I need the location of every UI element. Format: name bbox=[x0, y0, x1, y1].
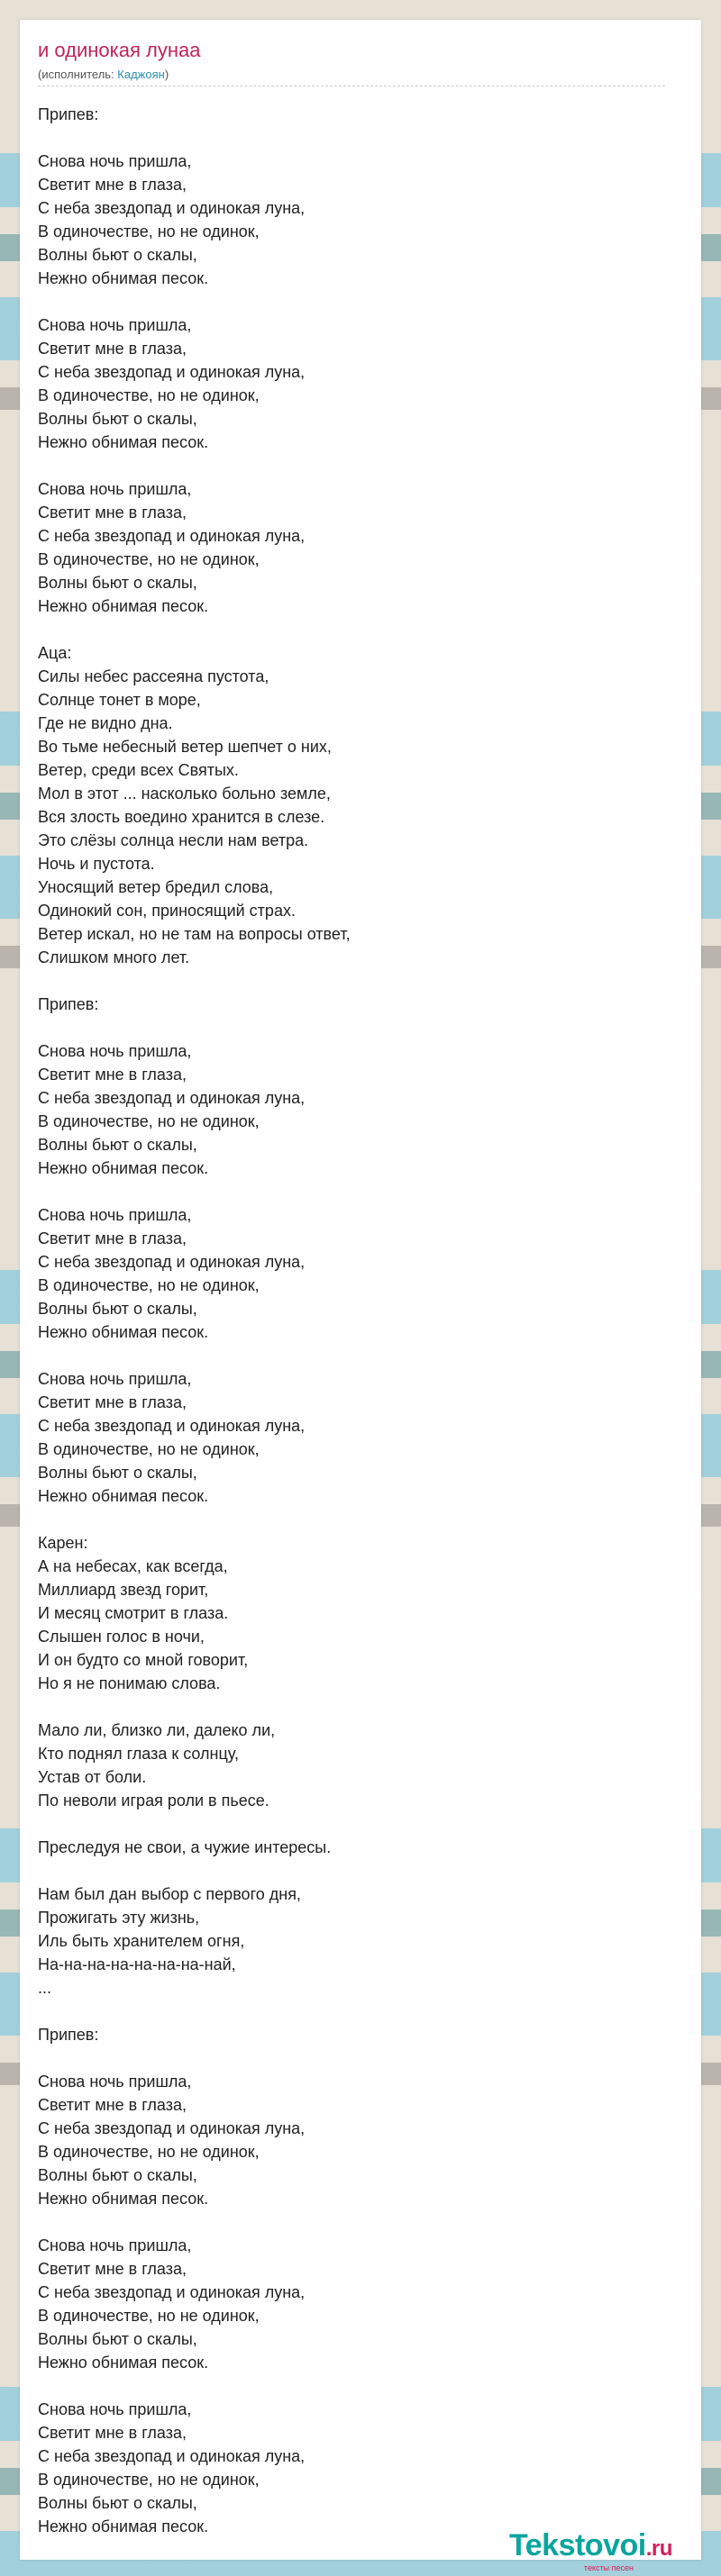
lyrics-line: Нам был дан выбор с первого дня, bbox=[38, 1885, 301, 1903]
lyrics-line: Светит мне в глаза, bbox=[38, 176, 187, 194]
lyrics-verse bbox=[38, 1719, 683, 1812]
logo-wordmark bbox=[509, 2529, 672, 2565]
lyrics-verse bbox=[38, 993, 683, 1016]
lyrics-line: Уносящий ветер бредил слова, bbox=[38, 878, 274, 896]
lyrics-line: Где не видно дна. bbox=[38, 714, 173, 732]
lyrics-line: Аца: bbox=[38, 644, 72, 662]
lyrics-verse bbox=[38, 477, 683, 618]
lyrics-card bbox=[20, 20, 701, 2560]
lyrics-line: Светит мне в глаза, bbox=[38, 2096, 187, 2114]
lyrics-line: Солнце тонет в море, bbox=[38, 691, 201, 709]
lyrics-line: Во тьме небесный ветер шепчет о них, bbox=[38, 738, 332, 756]
lyrics-verse bbox=[38, 150, 683, 290]
lyrics-line: Волны бьют о скалы, bbox=[38, 1136, 197, 1154]
lyrics-verse bbox=[38, 313, 683, 454]
lyrics-line: Припев: bbox=[38, 2026, 99, 2044]
lyrics-line: В одиночестве, но не одинок, bbox=[38, 550, 260, 568]
lyrics-line: С неба звездопад и одинокая луна, bbox=[38, 363, 306, 381]
lyrics-verse bbox=[38, 2398, 683, 2538]
lyrics-line: Вся злость воедино хранится в слезе. bbox=[38, 808, 325, 826]
lyrics-line: С неба звездопад и одинокая луна, bbox=[38, 199, 306, 217]
lyrics-line: Мало ли, близко ли, далеко ли, bbox=[38, 1721, 276, 1739]
lyrics-verse bbox=[38, 1531, 683, 1695]
lyrics-line: Снова ночь пришла, bbox=[38, 316, 192, 334]
lyrics-line: Кто поднял глаза к солнцу, bbox=[38, 1745, 239, 1763]
lyrics-body bbox=[20, 86, 701, 2538]
lyrics-line: В одиночестве, но не одинок, bbox=[38, 1276, 260, 1294]
lyrics-line: С неба звездопад и одинокая луна, bbox=[38, 2119, 306, 2137]
lyrics-line: Преследуя не свои, а чужие интересы. bbox=[38, 1838, 332, 1856]
lyrics-line: На-на-на-на-на-на-на-най, bbox=[38, 1955, 236, 1973]
lyrics-line: Светит мне в глаза, bbox=[38, 2424, 187, 2442]
lyrics-line: В одиночестве, но не одинок, bbox=[38, 386, 260, 404]
lyrics-line: Нежно обнимая песок. bbox=[38, 2517, 209, 2535]
lyrics-line: Нежно обнимая песок. bbox=[38, 597, 209, 615]
song-title: и одинокая лунаа bbox=[38, 39, 201, 61]
lyrics-line: Снова ночь пришла, bbox=[38, 152, 192, 170]
lyrics-line: Снова ночь пришла, bbox=[38, 1042, 192, 1060]
lyrics-line: В одиночестве, но не одинок, bbox=[38, 1112, 260, 1130]
lyrics-line: Волны бьют о скалы, bbox=[38, 574, 197, 592]
logo-tagline: тексты песен bbox=[583, 2563, 634, 2572]
lyrics-line: ... bbox=[38, 1979, 52, 1997]
lyrics-line: Нежно обнимая песок. bbox=[38, 1487, 209, 1505]
lyrics-line: С неба звездопад и одинокая луна, bbox=[38, 1417, 306, 1435]
lyrics-line: В одиночестве, но не одинок, bbox=[38, 2307, 260, 2325]
lyrics-line: Снова ночь пришла, bbox=[38, 2073, 192, 2091]
lyrics-line: И он будто со мной говорит, bbox=[38, 1651, 249, 1669]
lyrics-line: Силы небес рассеяна пустота, bbox=[38, 667, 269, 685]
lyrics-line: Припев: bbox=[38, 995, 99, 1013]
lyrics-line: Волны бьют о скалы, bbox=[38, 410, 197, 428]
lyrics-verse bbox=[38, 103, 683, 126]
lyrics-line: Иль быть хранителем огня, bbox=[38, 1932, 245, 1950]
lyrics-line: Ночь и пустота. bbox=[38, 855, 155, 873]
lyrics-line: Нежно обнимая песок. bbox=[38, 269, 209, 287]
lyrics-line: Нежно обнимая песок. bbox=[38, 433, 209, 451]
lyrics-line: Миллиард звезд горит, bbox=[38, 1581, 209, 1599]
artist-prefix: (исполнитель: bbox=[38, 68, 118, 81]
lyrics-line: Светит мне в глаза, bbox=[38, 2260, 187, 2278]
lyrics-line: Светит мне в глаза, bbox=[38, 1393, 187, 1411]
lyrics-line: В одиночестве, но не одинок, bbox=[38, 2471, 260, 2489]
lyrics-line: В одиночестве, но не одинок, bbox=[38, 222, 260, 240]
artist-byline bbox=[38, 68, 665, 86]
lyrics-verse bbox=[38, 1039, 683, 1180]
lyrics-verse bbox=[38, 641, 683, 969]
lyrics-line: Волны бьют о скалы, bbox=[38, 1300, 197, 1318]
lyrics-verse bbox=[38, 1882, 683, 2000]
lyrics-line: Светит мне в глаза, bbox=[38, 503, 187, 522]
lyrics-line: Нежно обнимая песок. bbox=[38, 2190, 209, 2208]
artist-suffix: ) bbox=[164, 68, 169, 81]
lyrics-line: С неба звездопад и одинокая луна, bbox=[38, 2283, 306, 2301]
artist-link[interactable]: Каджоян bbox=[117, 68, 165, 81]
lyrics-line: Светит мне в глаза, bbox=[38, 1066, 187, 1084]
logo-main-text: Tekstovoi bbox=[509, 2528, 646, 2562]
lyrics-line: Нежно обнимая песок. bbox=[38, 2354, 209, 2372]
lyrics-line: Слышен голос в ночи, bbox=[38, 1628, 205, 1646]
lyrics-line: Мол в этот ... насколько больно земле, bbox=[38, 785, 331, 803]
lyrics-line: В одиночестве, но не одинок, bbox=[38, 1440, 260, 1458]
lyrics-line: Волны бьют о скалы, bbox=[38, 246, 197, 264]
lyrics-line: С неба звездопад и одинокая луна, bbox=[38, 2447, 306, 2465]
lyrics-line: Припев: bbox=[38, 105, 99, 123]
lyrics-line: Ветер искал, но не там на вопросы ответ, bbox=[38, 925, 351, 943]
lyrics-line: И месяц смотрит в глаза. bbox=[38, 1604, 229, 1622]
site-logo[interactable] bbox=[509, 2529, 672, 2572]
lyrics-line: По неволи играя роли в пьесе. bbox=[38, 1791, 269, 1810]
song-header bbox=[20, 20, 683, 86]
lyrics-line: В одиночестве, но не одинок, bbox=[38, 2143, 260, 2161]
logo-tld: .ru bbox=[645, 2536, 672, 2561]
lyrics-line: Карен: bbox=[38, 1534, 88, 1552]
lyrics-line: Снова ночь пришла, bbox=[38, 2400, 192, 2418]
lyrics-verse bbox=[38, 1836, 683, 1859]
lyrics-line: Светит мне в глаза, bbox=[38, 1229, 187, 1247]
lyrics-verse bbox=[38, 2234, 683, 2374]
lyrics-line: Снова ночь пришла, bbox=[38, 1206, 192, 1224]
lyrics-line: С неба звездопад и одинокая луна, bbox=[38, 1253, 306, 1271]
lyrics-verse bbox=[38, 2070, 683, 2210]
lyrics-line: Снова ночь пришла, bbox=[38, 2236, 192, 2254]
lyrics-line: Одинокий сон, приносящий страх. bbox=[38, 902, 296, 920]
lyrics-line: Волны бьют о скалы, bbox=[38, 2166, 197, 2184]
lyrics-line: Волны бьют о скалы, bbox=[38, 1464, 197, 1482]
lyrics-line: Но я не понимаю слова. bbox=[38, 1674, 221, 1692]
lyrics-verse bbox=[38, 2023, 683, 2046]
lyrics-line: Нежно обнимая песок. bbox=[38, 1159, 209, 1177]
lyrics-line: Прожигать эту жизнь, bbox=[38, 1909, 200, 1927]
lyrics-line: Слишком много лет. bbox=[38, 948, 190, 966]
lyrics-line: С неба звездопад и одинокая луна, bbox=[38, 1089, 306, 1107]
lyrics-line: Нежно обнимая песок. bbox=[38, 1323, 209, 1341]
lyrics-line: Светит мне в глаза, bbox=[38, 340, 187, 358]
lyrics-verse bbox=[38, 1203, 683, 1344]
lyrics-line: Снова ночь пришла, bbox=[38, 1370, 192, 1388]
lyrics-line: Волны бьют о скалы, bbox=[38, 2330, 197, 2348]
lyrics-line: Волны бьют о скалы, bbox=[38, 2494, 197, 2512]
lyrics-line: Это слёзы солнца несли нам ветра. bbox=[38, 831, 309, 849]
lyrics-verse bbox=[38, 1367, 683, 1508]
lyrics-line: А на небесах, как всегда, bbox=[38, 1557, 228, 1575]
lyrics-line: Устав от боли. bbox=[38, 1768, 147, 1786]
lyrics-line: С неба звездопад и одинокая луна, bbox=[38, 527, 306, 545]
lyrics-line: Снова ночь пришла, bbox=[38, 480, 192, 498]
lyrics-line: Ветер, среди всех Святых. bbox=[38, 761, 239, 779]
